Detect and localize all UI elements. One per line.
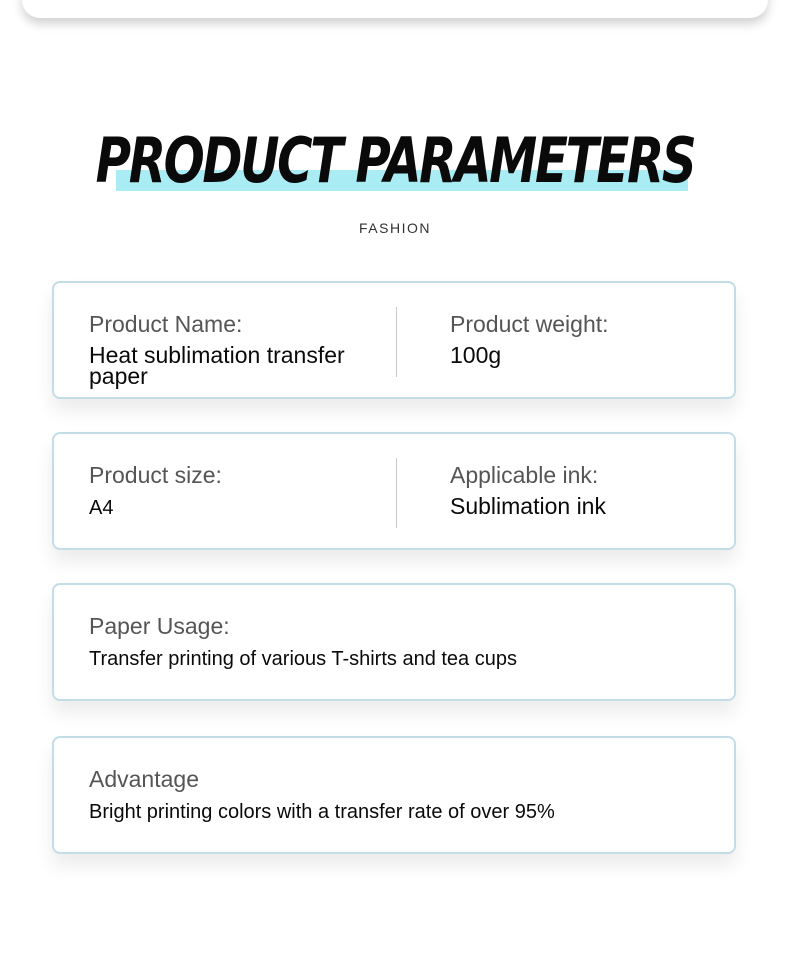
param-label: Advantage (89, 766, 199, 792)
card-divider (396, 307, 397, 377)
param-value: Transfer printing of various T-shirts and tea cups (89, 648, 517, 670)
param-label: Applicable ink: (450, 462, 599, 488)
param-label: Product Name: (89, 311, 243, 337)
param-product-size (89, 460, 389, 520)
param-card-advantage (52, 736, 736, 854)
param-value: Bright printing colors with a transfer rate of over 95% (89, 801, 555, 823)
param-value: Sublimation ink (450, 493, 606, 519)
param-label: Paper Usage: (89, 613, 230, 639)
param-label: Product weight: (450, 311, 609, 337)
top-card-edge (22, 0, 768, 18)
param-advantage (89, 764, 709, 824)
param-card-size-ink (52, 432, 736, 550)
card-divider (396, 458, 397, 528)
param-value: Heat sublimation transfer paper (89, 342, 345, 389)
param-value: 100g (450, 342, 502, 368)
page-title: PRODUCT PARAMETERS (95, 124, 695, 197)
param-card-usage (52, 583, 736, 701)
page-subtitle: FASHION (359, 220, 431, 236)
title-block (0, 124, 790, 198)
param-label: Product size: (89, 462, 222, 488)
param-applicable-ink (450, 460, 720, 517)
param-card-name-weight (52, 281, 736, 399)
param-product-name (89, 309, 389, 387)
param-product-weight (450, 309, 720, 366)
param-value: A4 (89, 497, 114, 519)
param-paper-usage (89, 611, 709, 671)
